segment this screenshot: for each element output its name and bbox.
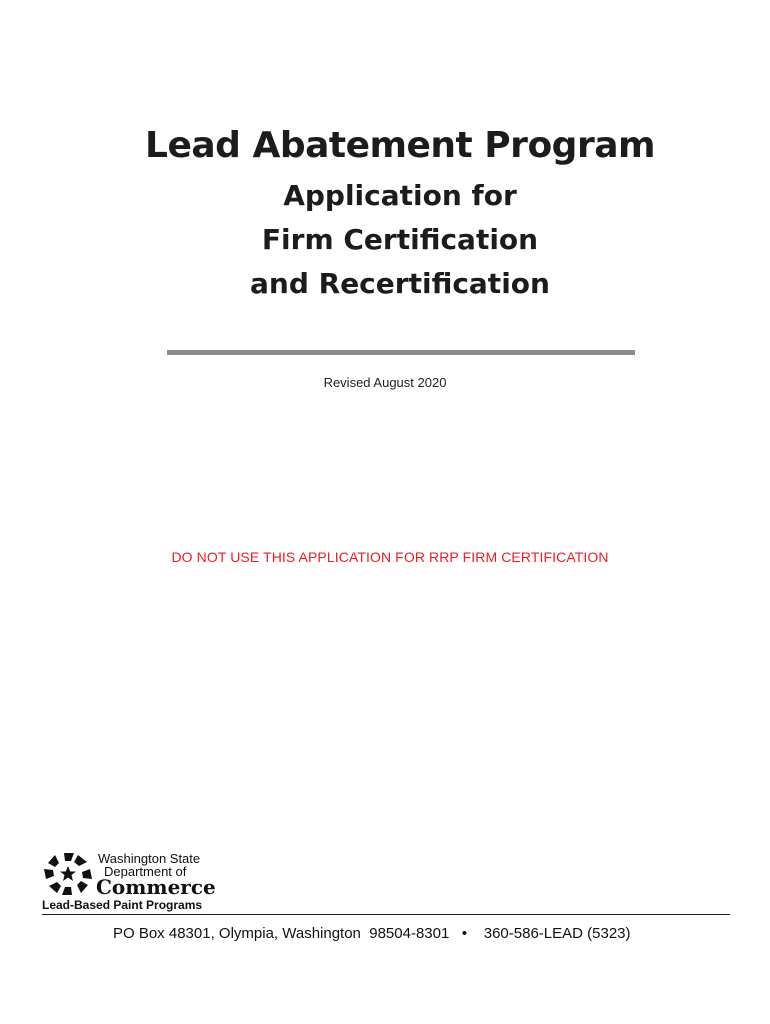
footer-address: PO Box 48301, Olympia, Washington 98504-8301 • 360-586-LEAD (5323): [113, 925, 631, 942]
warning-notice: DO NOT USE THIS APPLICATION FOR RRP FIRM CERTIFICATION: [171, 549, 609, 565]
subtitle-line-1: Application for: [283, 179, 517, 212]
subtitle-line-3: and Recertification: [250, 267, 550, 300]
star-circle-icon: [42, 852, 94, 896]
logo-line-1: Washington State: [98, 851, 201, 866]
revised-date: Revised August 2020: [323, 375, 447, 390]
commerce-logo: [42, 852, 222, 898]
title-divider: [167, 350, 635, 355]
logo-line-2: Department of: [104, 864, 187, 879]
logo-line-3: Commerce: [96, 875, 216, 899]
main-title: Lead Abatement Program: [145, 125, 655, 166]
programs-label: Lead-Based Paint Programs: [42, 898, 203, 912]
title-block: [0, 120, 770, 306]
subtitle-line-2: Firm Certification: [261, 223, 539, 256]
footer-divider: [42, 914, 730, 915]
